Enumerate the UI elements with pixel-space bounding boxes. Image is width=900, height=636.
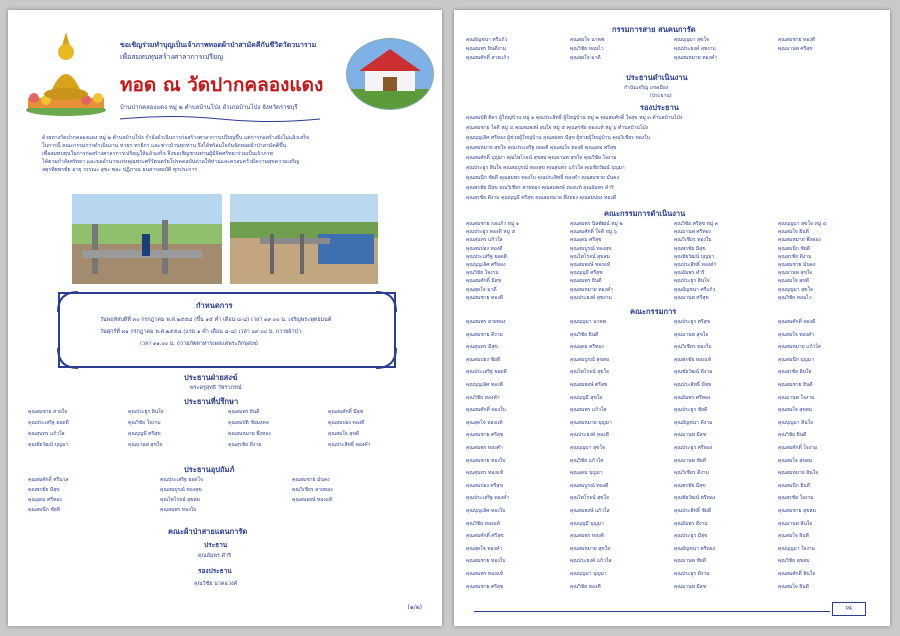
name-entry: คุณสมพร ทองดี — [570, 533, 604, 540]
name-entry: คุณสมปอง ทองดี — [328, 420, 365, 426]
name-entry: คุณสมพงษ์ แก้วใส — [570, 508, 610, 514]
name-entry: คุณวิชัย ทองคำ — [466, 394, 500, 401]
name-entry: คุณประยูร ดีงาม — [674, 571, 710, 577]
name-entry: คุณสมใจ ยินดี — [778, 533, 809, 540]
schedule-line-2: วันศุกร์ที่ ๓๑ กรกฎาคม พ.ศ.๒๕๕๘ (แรม ๑ ค่ำ เดือน ๘-๘) เวลา ๐๙.๐๐ น. ถวายผ้าป่า — [100, 329, 301, 335]
monk-chair-name: พระครูสุทธิ วัชราภรณ์ — [190, 385, 242, 391]
table-row — [28, 419, 428, 427]
name-entry: คุณสมหมาย พึ่งทอง — [228, 431, 271, 437]
name-entry: คุณสมพร ทองแท้ — [466, 571, 504, 577]
table-row — [466, 583, 880, 591]
name-entry: คุณวิชัย ยินดี — [570, 331, 599, 338]
vice-title: รองประธาน — [640, 103, 679, 112]
table-row — [466, 532, 880, 540]
table-row — [466, 331, 880, 339]
table-row — [28, 506, 428, 514]
name-entry: คุณสุนทร แก้วใส — [28, 431, 65, 437]
table-row — [28, 496, 428, 504]
intro-line-3: เพื่อสมทบทุนในการก่อสร้างศาลาการเปรียญให้แล้วเสร็จ จึงขอเชิญชวนท่านผู้มีจิตศรัทธาร่วมเป็นเจ้าภาพ — [42, 151, 273, 157]
name-entry: คุณอุดม บุญมา — [570, 470, 603, 477]
table-row — [466, 520, 880, 528]
name-entry: คุณอัญชนา ศรีแก้ว — [466, 37, 508, 43]
table-row — [466, 245, 880, 253]
table-row — [466, 286, 880, 294]
name-entry: คุณสมบูรณ์ ทองสุข — [570, 245, 612, 252]
name-entry: คุณสมใจ สุขสม — [778, 457, 813, 464]
op-chair-title: ประธานดำเนินงาน — [626, 73, 688, 82]
name-entry: คุณสมปอง ทองดี — [466, 245, 503, 252]
vice-row: คุณสมนึก ชัยดี คุณสมพร ทองใบ คุณประสิทธิ์ ทองคำ คุณสมชาย มั่นคง — [466, 175, 619, 181]
vice-name: คุณวิชัย นาคแวงค์ — [194, 581, 238, 587]
name-entry: คุณชัยวัฒน์ ดีงาม — [674, 369, 713, 376]
name-entry: คุณประเสริฐ ยอดใจ — [160, 477, 203, 483]
name-entry: คุณประเสริฐ ทองคำ — [466, 495, 510, 502]
schedule-line-3: เวลา ๑๑.๐๐ น. ถวายภัตตาหารเพลแด่พระภิกษุสงฆ์ — [140, 341, 258, 347]
name-entry: คุณสมพงษ์ ทองแท้ — [292, 497, 333, 503]
name-entry: คุณสมพงษ์ ทองแท้ — [570, 262, 611, 268]
name-entry: คุณชัยวัฒน์ บุญมา — [28, 442, 69, 448]
name-entry: คุณสมใจ สุขดี — [328, 431, 360, 437]
name-entry: คุณพรชัย มีสุข — [28, 487, 60, 493]
name-entry: คุณมานพ ศรีสุข — [674, 294, 709, 301]
name-entry: คุณสมชาย ทองใบ — [466, 558, 506, 565]
name-entry: คุณบุญมา บุญมา — [570, 571, 607, 577]
name-entry: คุณประสิทธิ์ ทองคำ — [328, 442, 371, 448]
name-entry: คุณสมหมาย บุญมา — [570, 419, 612, 426]
table-row — [466, 220, 880, 228]
opcom-title: คณะกรรมการดำเนินงาน — [604, 209, 686, 218]
name-entry: คุณสมบูรณ์ ทองดี — [570, 482, 609, 489]
page-number: (๑/๒) — [407, 604, 422, 611]
president-name: คุณอัมพร ดำริ — [198, 553, 231, 559]
schedule-title: กำหนดการ — [196, 301, 233, 310]
name-entry: คุณพรชัย มีสุข — [674, 482, 706, 489]
sponsors-title: ประธานอุปถัมภ์ — [184, 465, 235, 474]
name-entry: คุณมานพ ชัยดี — [674, 558, 706, 565]
name-entry: คุณบุญเลิศ ศรีทอง — [466, 262, 506, 268]
name-entry: คุณสมนึก บุญมา — [778, 356, 814, 363]
name-entry: คุณสมปอง ชัยดี — [466, 356, 501, 363]
header-line2: เพื่อสมทบทุนสร้างศาลาการเปรียญ — [120, 53, 224, 61]
name-entry: คุณอุดม ศรีทอง — [28, 497, 62, 503]
name-entry: คุณวิเชียร ทองใบ — [674, 344, 712, 351]
name-entry: คุณสุรชัย ใจงาม — [778, 495, 814, 502]
name-entry: คุณสมพร นิลพัฒน์ หมู่ ๒ — [570, 221, 623, 227]
name-entry: คุณมานพ มีสุข — [674, 583, 707, 590]
name-entry: คุณสมหมาย สุขใจ — [570, 545, 611, 552]
table-row — [466, 368, 880, 376]
table-row — [466, 381, 880, 389]
table-row — [28, 408, 428, 416]
monk-chair-title: ประธานฝ่ายสงฆ์ — [184, 373, 238, 382]
table-row — [466, 253, 880, 261]
table-row — [466, 494, 880, 502]
name-entry: คุณสมใจ ยินดี — [778, 583, 809, 590]
name-entry: คุณสมหมาย ทองคำ — [570, 286, 614, 293]
left-page — [8, 10, 442, 626]
group1-list — [466, 36, 880, 64]
name-entry: คุณสมใจ ยินดี — [778, 229, 809, 236]
name-entry: คุณประสิทธิ์ มีสุข — [674, 382, 712, 388]
table-row — [28, 441, 428, 449]
name-entry: คุณบุญมา สุขใจ — [570, 445, 605, 451]
sponsors-list — [28, 476, 428, 520]
table-row — [466, 406, 880, 414]
name-entry: คุณประยูร ชัยดี — [674, 407, 708, 414]
vice-row: คุณสมศักดิ์ บุญมา คุณไพโรจน์ สุขสม คุณมานพ สุขใจ คุณวิชัย ใจงาม — [466, 155, 617, 161]
name-entry: คุณบุญมี ศรีสุข — [128, 431, 161, 437]
name-entry: คุณสมบูรณ์ ทองสุข — [160, 487, 202, 493]
table-row — [466, 507, 880, 515]
table-row — [28, 430, 428, 438]
name-entry: คุณสมชาย ทองดี — [778, 37, 816, 43]
name-entry: คุณอัญชนา ศรีแก้ว — [674, 286, 716, 293]
schedule-line-1: วันพฤหัสบดีที่ ๓๐ กรกฎาคม พ.ศ.๒๕๕๘ (ขึ้น ๑๕ ค่ำ เดือน ๘-๘) เวลา ๑๙.๐๐ น. เจริญพระพุทธมนต์ — [100, 317, 332, 323]
name-entry: คุณบุญมี ศรีสุข — [570, 270, 603, 277]
group1-title: กรรมการสาย สนคนการัด — [612, 25, 696, 34]
name-entry: คุณอัญชนา ดีงาม — [674, 419, 713, 426]
name-entry: คุณไพโรจน์ สุขสม — [160, 497, 200, 503]
schedule-box — [58, 292, 396, 368]
name-entry: คุณสมใจ นาคพ — [570, 37, 605, 43]
table-row — [466, 54, 880, 62]
name-entry: คุณไพโรจน์ สุขใจ — [570, 495, 609, 502]
table-row — [28, 486, 428, 494]
name-entry: คุณบุญมา สินใจ — [778, 419, 813, 426]
vice-row: คุณสุรชัย ดีงาม คุณบุญมี ศรีสุข คุณสมหมาย พึ่งทอง คุณสมปอง ทองดี — [466, 195, 617, 201]
name-entry: คุณสมศักดิ์ ศรีสุข — [466, 533, 504, 540]
name-entry: คุณประยูร ทองดี หมู่ ๕ — [466, 229, 516, 236]
header-line1: ขอเชิญร่วมทำบุญเป็นเจ้าภาพทอดผ้าป่าสามัคคีกันชีวิตวัดวนาราม — [120, 41, 317, 49]
name-entry: คุณสมชาย มั่นคง — [292, 477, 330, 483]
table-row — [466, 318, 880, 326]
name-entry: คุณบุญมา ใจงาม — [778, 545, 816, 552]
name-entry: คุณสมหมาย สินใจ — [778, 470, 819, 477]
table-row — [466, 457, 880, 465]
table-row — [466, 356, 880, 364]
name-entry: คุณสมหมาย แก้วใส — [778, 344, 821, 351]
name-entry: คุณสุดใจ มาดี — [466, 286, 497, 293]
name-entry: คุณสมชาย ดีงาม — [466, 331, 503, 338]
table-row — [466, 431, 880, 439]
name-entry: คุณมานพ ใจงาม — [778, 394, 815, 401]
name-entry: คุณมานพ สุขใจ — [778, 270, 813, 277]
name-entry: คุณสุดใจ ทองแท้ — [466, 419, 503, 426]
name-entry: คุณอัญชนา ศรีทอง — [674, 545, 716, 552]
name-entry: คุณไพโรจน์ สุขสม — [570, 253, 610, 260]
name-entry: คุณบุญมา สุขใจ — [778, 286, 813, 293]
vice-row: คุณสมหมาย สุขใจ คุณประเสริฐ ยอดดี คุณสมใจ ทองดี คุณอุดม ศรีสุข — [466, 145, 617, 151]
name-entry: คุณสมปอง ศรีสุข — [466, 482, 503, 489]
name-entry: คุณสมนึก ชัยดี — [778, 245, 810, 252]
name-entry: คุณสุดใจ ทองคำ — [466, 545, 503, 552]
name-entry: คุณประเสริฐ ยอดดี — [28, 420, 69, 426]
intro-line-4: ได้ตามกำลังศรัทธา และขออำนาจแห่งคุณพระศรีรัตนตรัยโปรดดลบันดาลให้ท่านและครอบครัวมีความสุขความเจริญ — [42, 159, 300, 165]
table-row — [466, 469, 880, 477]
name-entry: คุณสมพร ทองคำ — [466, 445, 503, 451]
name-entry: คุณสมศักดิ์ สายแก้ว — [466, 55, 510, 61]
name-entry: คุณสมชาย ศรีสุข — [466, 432, 504, 439]
subtitle: บ้านปากคลองแดง หมู่ ๒ ตำบลบ้านโป่ง อำเภอบ้านโป่ง จังหวัดราชบุรี — [120, 104, 298, 111]
table-row — [466, 261, 880, 269]
name-entry: คุณอุดม ศรีสุข — [570, 237, 602, 244]
name-entry: คุณสุนทร มีสุข — [466, 344, 498, 351]
vice-row: คุณสมชาย ใจดี หมู่ ๔ คุณสมพงษ์ สมใจ หมู่ ๕ คุณสุรชัย ทองแท้ หมู่ ๖ ตำบลบ้านโป่ง — [466, 125, 649, 131]
name-entry: คุณประยงค์ ทองดี — [570, 432, 609, 439]
name-entry: คุณสุรชัย สินใจ — [778, 369, 812, 376]
buddha-image — [24, 24, 108, 116]
name-entry: คุณวิชัย ใจงาม — [128, 420, 161, 426]
table-row — [466, 45, 880, 53]
name-entry: คุณสมศักดิ์ มีสุข — [328, 409, 364, 415]
name-entry: คุณประยูร ศรีสุข — [674, 319, 711, 325]
name-entry: คุณสุรชัย ดีงาม — [228, 442, 262, 448]
name-entry: คุณประเสริฐ ยอดดี — [466, 369, 507, 376]
name-entry: คุณวิชัย ยินดี — [778, 432, 807, 439]
name-entry: คุณพรชัย มีสุข — [674, 245, 706, 252]
name-entry: คุณสมศักดิ์ มีสุข — [466, 278, 502, 285]
footer-rule — [474, 611, 830, 612]
name-entry: คุณสมบัติ ชัยมงคล — [228, 420, 269, 426]
vice-row: คุณบุญเลิศ ศรีทอง ผู้ช่วยผู้ใหญ่บ้าน คุณสมพร มีสุข ผู้ช่วยผู้ใหญ่บ้าน คุณวิเชียร ทองใบ — [466, 135, 650, 141]
name-entry: คุณสมพร ยินดี — [228, 409, 260, 415]
name-entry: คุณมานพ สินใจ — [778, 520, 813, 527]
name-entry: คุณบุญมา นาคพ — [570, 319, 606, 325]
table-row — [466, 294, 880, 302]
vice-label: รองประธาน — [198, 567, 232, 575]
name-entry: คุณวิชัย หอมไว — [778, 294, 812, 301]
ornament-divider — [120, 114, 320, 124]
name-entry: คุณบุญมี บุญมา — [570, 520, 604, 527]
intro-line-1: ด้วยทางวัดปากคลองแดง หมู่ ๒ ตำบลบ้านโป่ง กำลังดำเนินการก่อสร้างศาลาการเปรียญขึ้น แต่การก่อสร้างยังไม่แล้วเสร็จ — [42, 135, 309, 141]
advisors-list — [28, 408, 428, 464]
name-entry: คุณวิชัย ทองดี — [570, 583, 601, 590]
name-entry: คุณอัมพร ศรีทอง — [674, 394, 711, 401]
name-entry: คุณสมชาย ยินดี — [778, 382, 813, 388]
table-row — [466, 570, 880, 578]
name-entry: คุณสุนทร แก้วใส — [466, 237, 503, 244]
name-entry: คุณวิเชียร ทองใบ — [674, 237, 712, 244]
table-row — [466, 343, 880, 351]
name-entry: คุณสมชาย มั่นคง — [778, 262, 816, 268]
intro-line-2: ในการนี้ คณะกรรมการดำเนินงาน ทายก ทายิกา และชาวบ้านทุกท่าน จึงได้พร้อมใจกันจัดทอดผ้าป่าสามัคคีขึ้น — [42, 143, 287, 149]
name-entry: คุณประยูร ศรีทอง — [674, 445, 713, 451]
vice-row: คุณประยูร สินใจ คุณสมบูรณ์ ทองสุข คุณสุนทร แก้วใส คุณชัยวัฒน์ บุญมา — [466, 165, 625, 171]
name-entry: คุณสมพร ทองใบ — [160, 507, 197, 513]
name-entry: คุณสมนึก ชัยดี — [28, 507, 60, 513]
table-row — [466, 419, 880, 427]
vice-row: คุณพรชัย มีสุข คุณวิเชียร สายทอง คุณสมพงษ์ ทองแท้ คุณอัมพร ดำริ — [466, 185, 614, 191]
table-row — [466, 557, 880, 565]
vice-row: คุณสมบัติ ศิลา ผู้ใหญ่บ้าน หมู่ ๑ คุณประสิทธิ์ ผู้ใหญ่บ้าน หมู่ ๒ คุณสมศักดิ์ ใจสุข หมู่ ๓ ตำบลบ้านโป่ง — [466, 115, 683, 121]
committee-title: คณะผ้าป่าสายแดนการัด — [168, 527, 248, 536]
com-list — [466, 318, 880, 596]
name-entry: คุณสมชาย ศรีสุข — [466, 583, 504, 590]
name-entry: คุณสมบูรณ์ สุขสม — [570, 356, 610, 363]
name-entry: คุณอัมพร ดำริ — [674, 270, 705, 277]
name-entry: คุณวิเชียร สายทอง — [292, 487, 333, 493]
table-row — [466, 482, 880, 490]
name-entry: คุณวิชัย ศรีสุข หมู่ ๓ — [674, 221, 719, 227]
construction-photo-2 — [230, 194, 378, 284]
name-entry: คุณประสิทธิ์ ทองคำ — [674, 262, 717, 268]
name-entry: คุณประเสริฐ ยอดดี — [466, 253, 507, 260]
name-entry: คุณสมศักดิ์ ใจงาม — [778, 445, 818, 451]
name-entry: คุณสมพร ยินดีงาม — [466, 46, 507, 52]
construction-photo-1 — [72, 194, 222, 284]
name-entry: คุณมานพ สุขใจ — [674, 331, 709, 338]
name-entry: คุณชัยวัฒน์ ศรีทอง — [674, 495, 716, 502]
name-entry: คุณสุรชัย ดีงาม — [778, 253, 812, 260]
name-entry: คุณวิชัย ทองแท้ — [466, 520, 500, 527]
table-row — [466, 394, 880, 402]
name-entry: คุณสมชาย กอแก้ว หมู่ ๑ — [466, 221, 520, 227]
name-entry: คุณบุญมา สุขใจ หมู่ ๔ — [778, 221, 827, 227]
name-entry: คุณสมชาย สุขสม — [778, 508, 816, 514]
name-entry: คุณบุญมี สุขใจ — [570, 394, 603, 401]
name-entry: คุณอัมพร ดีงาม — [674, 520, 708, 527]
name-entry: คุณมานพ ชัยดี — [674, 457, 706, 464]
table-row — [466, 236, 880, 244]
com-title: คณะกรรมการ — [630, 307, 677, 316]
name-entry: คุณสมศักดิ์ ศรีนวล — [28, 477, 69, 483]
name-entry: คุณวิชัย สุขสม — [778, 558, 810, 565]
name-entry: คุณสมใจ ทองคำ — [778, 331, 815, 338]
name-entry: คุณสมชาย ทองดี — [466, 294, 504, 301]
temple-photo — [346, 38, 434, 110]
name-entry: คุณบุญเลิศ ทองดี — [466, 382, 503, 388]
name-entry: คุณประยงค์ แก้วใส — [570, 558, 612, 565]
table-row — [466, 277, 880, 285]
name-entry: คุณประสิทธิ์ ชัยดี — [674, 508, 712, 514]
name-entry: คุณวิชัย ใจงาม — [466, 270, 499, 277]
table-row — [466, 444, 880, 452]
name-entry: คุณมานพ สุขใจ — [128, 442, 163, 448]
name-entry: คุณสมศักดิ์ สินใจ — [778, 571, 816, 577]
table-row — [466, 269, 880, 277]
name-entry: คุณสมชาย ทองใบ — [466, 457, 506, 464]
name-entry: คุณบุญมา สุขใจ — [674, 37, 709, 43]
opcom-list — [466, 220, 880, 302]
name-entry: คุณพรชัย ทองแท้ — [674, 356, 712, 363]
name-entry: คุณประยูร สินใจ — [128, 409, 164, 415]
name-entry: คุณสมพร สายทอง — [466, 319, 506, 325]
name-entry: คุณอุดม ศรีทอง — [570, 344, 604, 351]
name-entry: คุณมานพ ศรีสุข — [778, 46, 813, 52]
intro-line-5: จตุรพิธพรชัย อายุ วรรณะ สุขะ พละ ปฏิภาณ ธนสารสมบัติ ทุกประการ — [42, 167, 198, 173]
name-entry: คุณสมพร ยินดี — [570, 278, 602, 285]
name-entry: คุณประยูร สินใจ — [674, 278, 710, 285]
op-chair-name: กำนันเจริญ เกษเมือง — [624, 85, 669, 91]
vice-list — [466, 114, 880, 204]
name-entry: คุณสุนทร ทองแท้ — [466, 470, 504, 477]
table-row — [466, 545, 880, 553]
name-entry: คุณวิชัย หอมไว — [570, 46, 604, 52]
name-entry: คุณสมศักดิ์ ทองดี — [778, 319, 816, 325]
name-entry: คุณบุญเลิศ ทองใบ — [466, 508, 506, 514]
name-entry: คุณสมหมาย พึ่งทอง — [778, 237, 821, 244]
name-entry: คุณสมศักดิ์ ทองใบ — [466, 407, 506, 414]
name-entry: คุณสุดใจ มาดี — [570, 55, 601, 61]
name-entry: คุณสมใจ สุขดี — [778, 278, 810, 285]
name-entry: คุณประยูร มีสุข — [674, 533, 708, 540]
name-entry: คุณวิเชียร ดีงาม — [674, 470, 709, 477]
op-chair-note: (ประธาน) — [650, 93, 672, 99]
name-entry: คุณวิชัย แก้วใส — [570, 457, 604, 464]
name-entry: คุณมานพ มีสุข — [674, 432, 707, 439]
name-entry: คุณสมใจ สุขสม — [778, 407, 813, 414]
name-entry: คุณมานพ ศรีทอง — [674, 229, 711, 236]
name-entry: คุณสมหมาย ทองคำ — [674, 55, 718, 61]
table-row — [28, 476, 428, 484]
name-entry: คุณประยงค์ สุขงาม — [674, 46, 716, 52]
table-row — [466, 36, 880, 44]
name-entry: คุณสมพงษ์ ศรีสุข — [570, 382, 608, 388]
publisher-logo: PA — [832, 602, 866, 616]
name-entry: คุณชัยวัฒน์ บุญมา — [674, 253, 715, 260]
name-entry: คุณสมพร แก้วใส — [570, 407, 607, 414]
page-title: ทอด ณ วัดปากคลองแดง — [120, 74, 324, 96]
table-row — [466, 228, 880, 236]
name-entry: คุณประยงค์ สุขงาม — [570, 294, 612, 301]
right-page — [454, 10, 890, 626]
president-label: ประธาน — [204, 541, 228, 549]
name-entry: คุณไพโรจน์ สุขใจ — [570, 369, 609, 376]
name-entry: คุณสมชาย สายใจ — [28, 409, 68, 415]
advisors-title: ประธานที่ปรึกษา — [184, 397, 239, 406]
name-entry: คุณสมศักดิ์ ใจดี หมู่ ๖ — [570, 229, 617, 236]
name-entry: คุณสมนึก ยินดี — [778, 482, 810, 489]
